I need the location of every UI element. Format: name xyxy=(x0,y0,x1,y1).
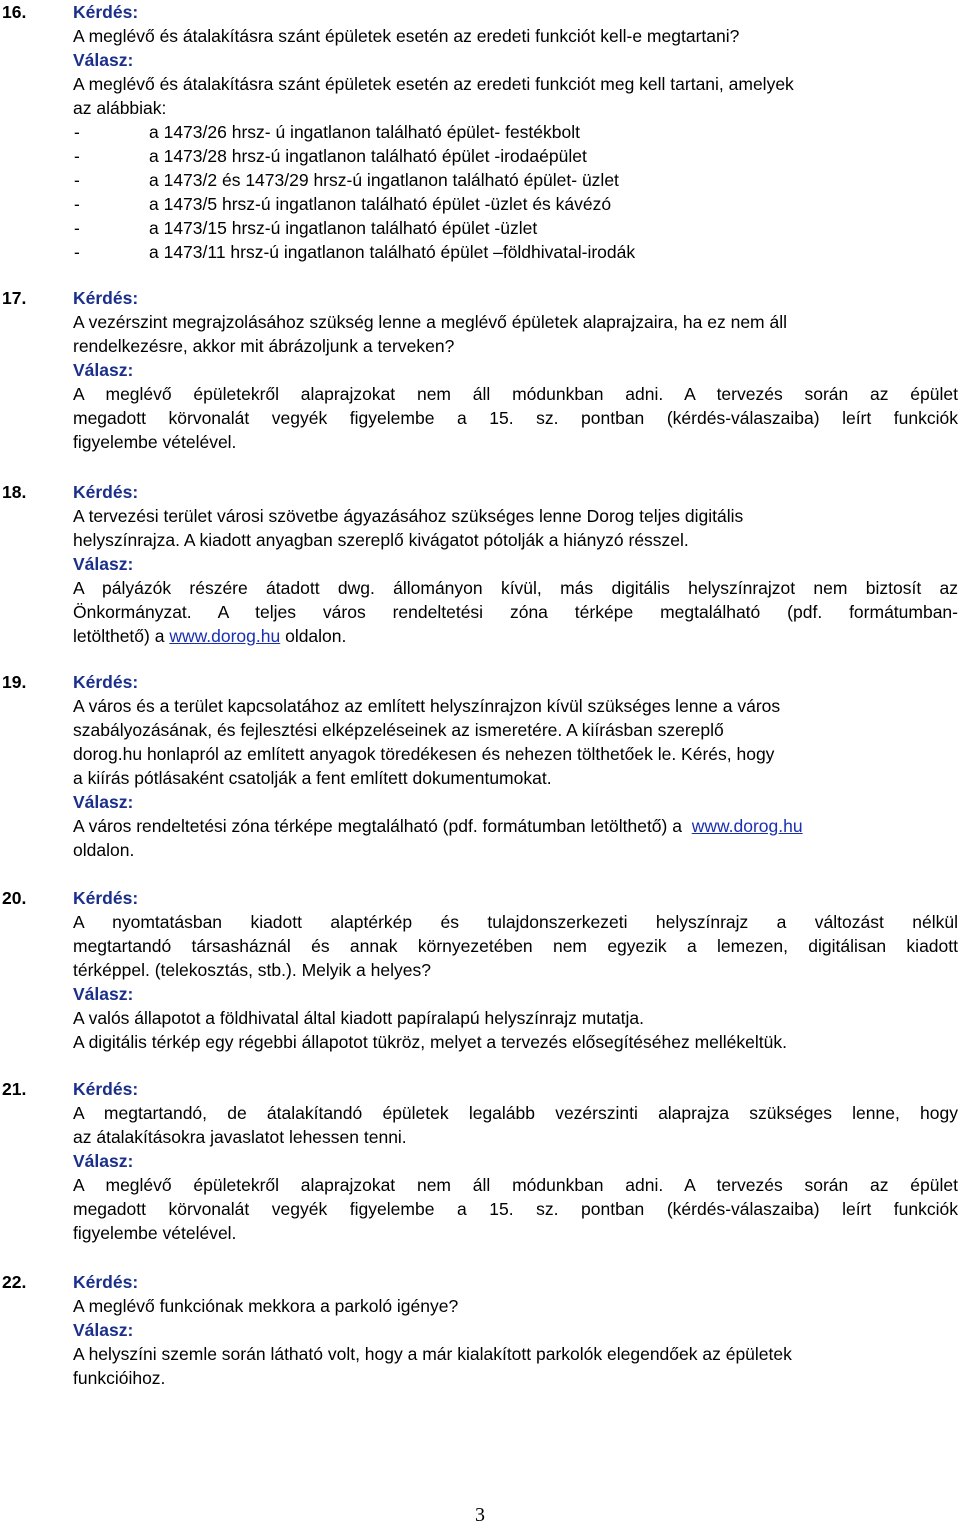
page-number: 3 xyxy=(475,1504,485,1526)
question-label: Kérdés: xyxy=(73,672,139,692)
building-function-list xyxy=(0,120,958,264)
question-text: A nyomtatásban kiadott alaptérkép és tulajdonszerkezeti helyszínrajz a változást nélkül xyxy=(73,912,958,932)
answer-label: Válasz: xyxy=(73,50,134,70)
item-number: 18. xyxy=(2,482,27,502)
answer-label: Válasz: xyxy=(73,1151,134,1171)
question-text: A meglévő és átalakításra szánt épületek esetén az eredeti funkciót kell-e megtartani? xyxy=(73,26,740,46)
question-text: térképpel. (telekosztás, stb.). Melyik a helyes? xyxy=(73,960,431,980)
question-text: szabályozásának, és fejlesztési elképzeléseinek az ismeretére. A kiírásban szereplő xyxy=(73,720,724,740)
item-number: 21. xyxy=(2,1079,27,1099)
question-text: A megtartandó, de átalakítandó épületek legalább vezérszinti alaprajza szükséges lenne, hogy xyxy=(73,1103,958,1123)
answer-text: A valós állapotot a földhivatal által kiadott papíralapú helyszínrajz mutatja. xyxy=(73,1008,645,1028)
question-text: A meglévő funkciónak mekkora a parkoló igénye? xyxy=(73,1296,459,1316)
question-text: a kiírás pótlásaként csatolják a fent említett dokumentumokat. xyxy=(73,768,552,788)
item-number: 16. xyxy=(2,2,27,22)
question-label: Kérdés: xyxy=(73,1272,139,1292)
question-label: Kérdés: xyxy=(73,482,139,502)
question-text: megtartandó társasháznál és annak környezetében nem egyezik a lemezen, digitálisan kiadott xyxy=(73,936,958,956)
answer-label: Válasz: xyxy=(73,792,134,812)
answer-text: funkcióihoz. xyxy=(73,1368,166,1388)
answer-text: letölthető) a www.dorog.hu oldalon. xyxy=(73,626,347,646)
item-number: 20. xyxy=(2,888,27,908)
answer-label: Válasz: xyxy=(73,984,134,1004)
question-text: A város és a terület kapcsolatához az említett helyszínrajzon kívül szükséges lenne a város xyxy=(73,696,781,716)
answer-text: megadott körvonalát vegyék figyelembe a 15. sz. pontban (kérdés-válaszaiba) leírt funkciók xyxy=(73,1199,958,1219)
answer-text: A meglévő épületekről alaprajzokat nem áll módunkban adni. A tervezés során az épület xyxy=(73,1175,958,1195)
question-text: dorog.hu honlapról az említett anyagok töredékesen és nehezen tölthetőek le. Kérés, hogy xyxy=(73,744,775,764)
item-number: 22. xyxy=(2,1272,27,1292)
answer-label: Válasz: xyxy=(73,360,134,380)
answer-text: Önkormányzat. A teljes város rendeltetési zóna térképe megtalálható (pdf. formátumban- xyxy=(73,602,958,622)
list-item: - a 1473/26 hrsz- ú ingatlanon található épület- festékbolt xyxy=(74,122,580,142)
answer-text: A meglévő és átalakításra szánt épületek esetén az eredeti funkciót meg kell tartani, amelyek xyxy=(73,74,794,94)
answer-text: A pályázók részére átadott dwg. állományon kívül, más digitális helyszínrajzot nem biztosít az xyxy=(73,578,958,598)
answer-text: A digitális térkép egy régebbi állapotot tükröz, melyet a tervezés elősegítéséhez mellékeltük. xyxy=(73,1032,787,1052)
question-text: helyszínrajza. A kiadott anyagban szereplő kivágatot pótolják a hiányzó résszel. xyxy=(73,530,689,550)
answer-text: megadott körvonalát vegyék figyelembe a 15. sz. pontban (kérdés-válaszaiba) leírt funkciók xyxy=(73,408,958,428)
answer-text: A helyszíni szemle során látható volt, hogy a már kialakított parkolók elegendőek az épületek xyxy=(73,1344,792,1364)
answer-text: A meglévő épületekről alaprajzokat nem áll módunkban adni. A tervezés során az épület xyxy=(73,384,958,404)
answer-text: figyelembe vételével. xyxy=(73,1223,237,1243)
question-text: az átalakításokra javaslatot lehessen tenni. xyxy=(73,1127,407,1147)
question-label: Kérdés: xyxy=(73,2,139,22)
answer-text: oldalon. xyxy=(73,840,135,860)
list-item: - a 1473/5 hrsz-ú ingatlanon található épület -üzlet és kávézó xyxy=(74,194,612,214)
dorog-website-link[interactable]: www.dorog.hu xyxy=(169,626,281,646)
item-number: 17. xyxy=(2,288,27,308)
question-label: Kérdés: xyxy=(73,1079,139,1099)
item-number: 19. xyxy=(2,672,27,692)
question-label: Kérdés: xyxy=(73,888,139,908)
answer-label: Válasz: xyxy=(73,1320,134,1340)
answer-text: figyelembe vételével. xyxy=(73,432,237,452)
answer-label: Válasz: xyxy=(73,554,134,574)
list-item: - a 1473/11 hrsz-ú ingatlanon található épület –földhivatal-irodák xyxy=(74,242,636,262)
question-text: rendelkezésre, akkor mit ábrázoljunk a terveken? xyxy=(73,336,455,356)
list-item: - a 1473/15 hrsz-ú ingatlanon található épület -üzlet xyxy=(74,218,538,238)
list-item: - a 1473/2 és 1473/29 hrsz-ú ingatlanon található épület- üzlet xyxy=(74,170,619,190)
question-label: Kérdés: xyxy=(73,288,139,308)
answer-text: az alábbiak: xyxy=(73,98,167,118)
question-text: A vezérszint megrajzolásához szükség lenne a meglévő épületek alaprajzaira, ha ez nem áll xyxy=(73,312,788,332)
answer-text: A város rendeltetési zóna térképe megtalálható (pdf. formátumban letölthető) a www.dorog.hu xyxy=(73,816,803,836)
list-item: - a 1473/28 hrsz-ú ingatlanon található épület -irodaépület xyxy=(74,146,587,166)
question-text: A tervezési terület városi szövetbe ágyazásához szükséges lenne Dorog teljes digitális xyxy=(73,506,744,526)
dorog-website-link[interactable]: www.dorog.hu xyxy=(691,816,803,836)
